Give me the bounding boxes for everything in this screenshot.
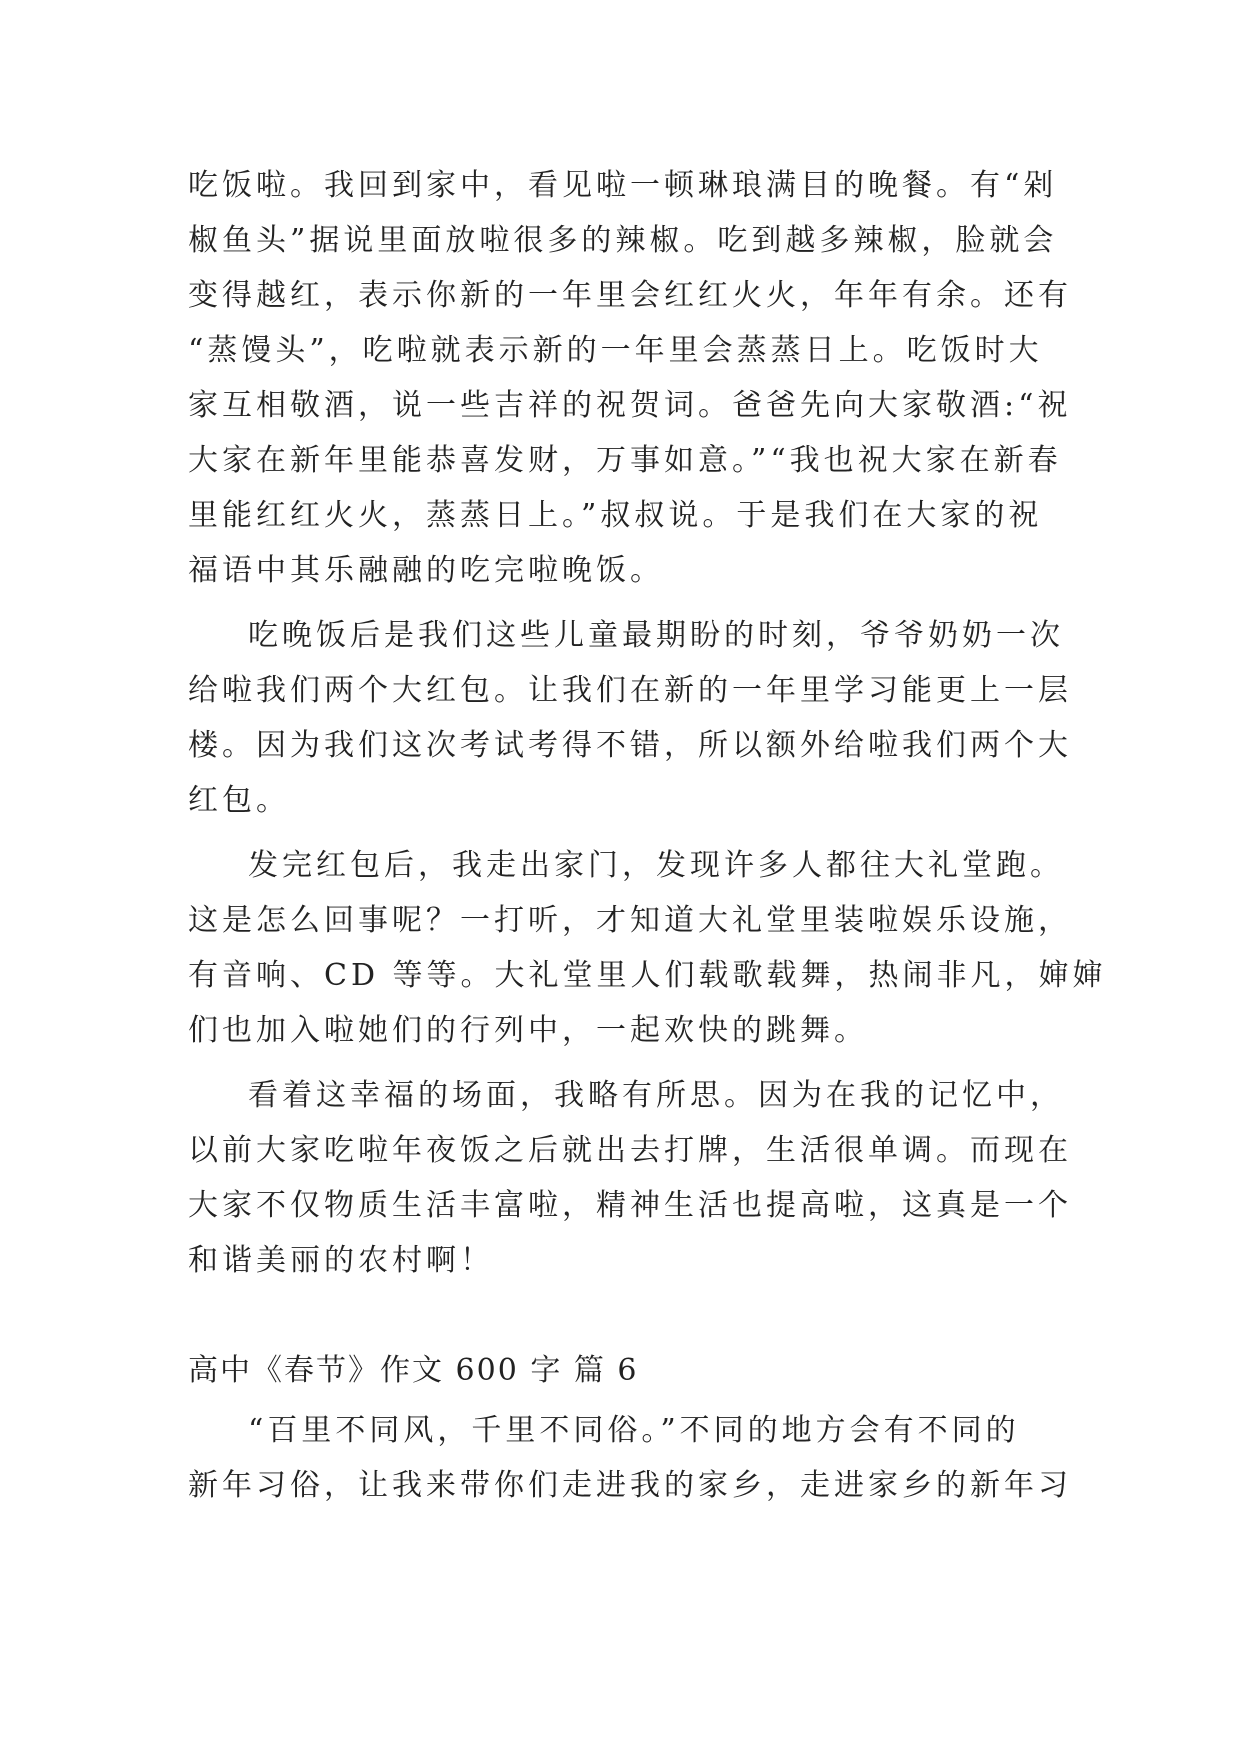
text-line: 有音响、CD 等等。大礼堂里人们载歌载舞，热闹非凡，婶婶 — [188, 958, 1107, 993]
paragraph-first-line: “百里不同风，千里不同俗。”不同的地方会有不同的 — [248, 1413, 1020, 1448]
text-line: 们也加入啦她们的行列中，一起欢快的跳舞。 — [188, 1013, 868, 1048]
text-line: 楼。因为我们这次考试考得不错，所以额外给啦我们两个大 — [188, 728, 1072, 763]
text-line: “蒸馒头”，吃啦就表示新的一年里会蒸蒸日上。吃饭时大 — [188, 333, 1043, 368]
text-line: 和谐美丽的农村啊！ — [188, 1243, 494, 1278]
text-line: 福语中其乐融融的吃完啦晚饭。 — [188, 553, 664, 588]
text-line: 椒鱼头”据说里面放啦很多的辣椒。吃到越多辣椒，脸就会 — [188, 223, 1058, 258]
paragraph-first-line: 发完红包后，我走出家门，发现许多人都往大礼堂跑。 — [248, 848, 1064, 883]
text-line: 大家在新年里能恭喜发财，万事如意。”“我也祝大家在新春 — [188, 443, 1062, 478]
text-line: 变得越红，表示你新的一年里会红红火火，年年有余。还有 — [188, 278, 1072, 313]
text-line: 吃饭啦。我回到家中，看见啦一顿琳琅满目的晚餐。有“剁 — [188, 168, 1058, 203]
text-line: 以前大家吃啦年夜饭之后就出去打牌，生活很单调。而现在 — [188, 1133, 1072, 1168]
text-line: 里能红红火火，蒸蒸日上。”叔叔说。于是我们在大家的祝 — [188, 498, 1043, 533]
text-line: 这是怎么回事呢？一打听，才知道大礼堂里装啦娱乐设施， — [188, 903, 1072, 938]
text-line: 大家不仅物质生活丰富啦，精神生活也提高啦，这真是一个 — [188, 1188, 1072, 1223]
section-heading: 高中《春节》作文 600 字 篇 6 — [188, 1353, 639, 1388]
paragraph-first-line: 吃晚饭后是我们这些儿童最期盼的时刻，爷爷奶奶一次 — [248, 618, 1064, 653]
paragraph-first-line: 看着这幸福的场面，我略有所思。因为在我的记忆中， — [248, 1078, 1064, 1113]
text-line: 家互相敬酒，说一些吉祥的祝贺词。爸爸先向大家敬酒:“祝 — [188, 388, 1072, 423]
text-line: 红包。 — [188, 783, 290, 818]
text-line: 新年习俗，让我来带你们走进我的家乡，走进家乡的新年习 — [188, 1468, 1072, 1503]
text-line: 给啦我们两个大红包。让我们在新的一年里学习能更上一层 — [188, 673, 1072, 708]
